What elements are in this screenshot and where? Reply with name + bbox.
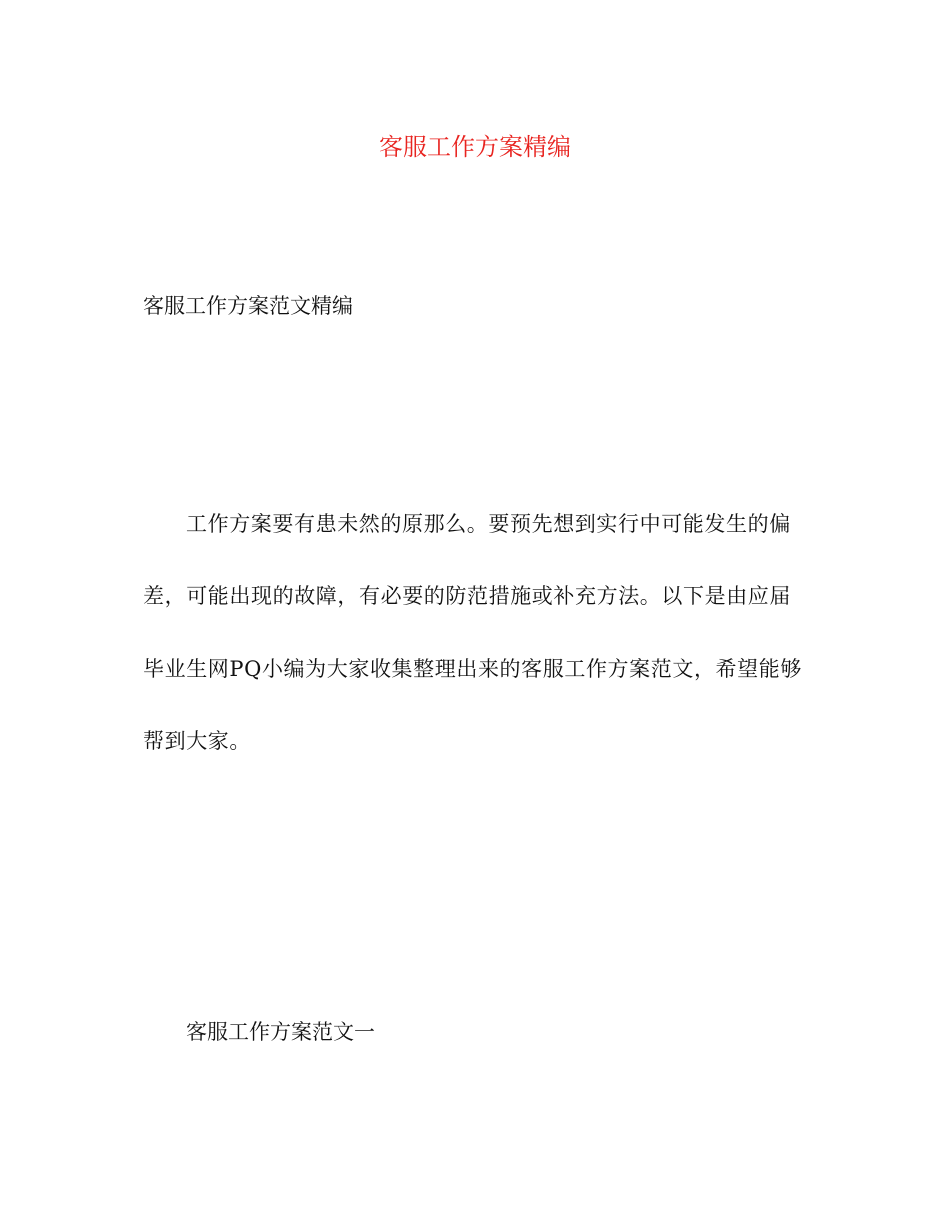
section-heading: 客服工作方案范文一 [186, 1020, 375, 1044]
intro-paragraph-line-4: 帮到大家。 [143, 729, 251, 753]
intro-paragraph-line-3: 毕业生网PQ小编为大家收集整理出来的客服工作方案范文，希望能够 [143, 657, 802, 681]
document-title: 客服工作方案精编 [379, 133, 571, 161]
document-subtitle: 客服工作方案范文精编 [143, 294, 353, 318]
intro-paragraph-line-2: 差，可能出现的故障，有必要的防范措施或补充方法。以下是由应届 [143, 584, 791, 608]
intro-paragraph-line-1: 工作方案要有患未然的原那么。要预先想到实行中可能发生的偏 [186, 512, 791, 536]
